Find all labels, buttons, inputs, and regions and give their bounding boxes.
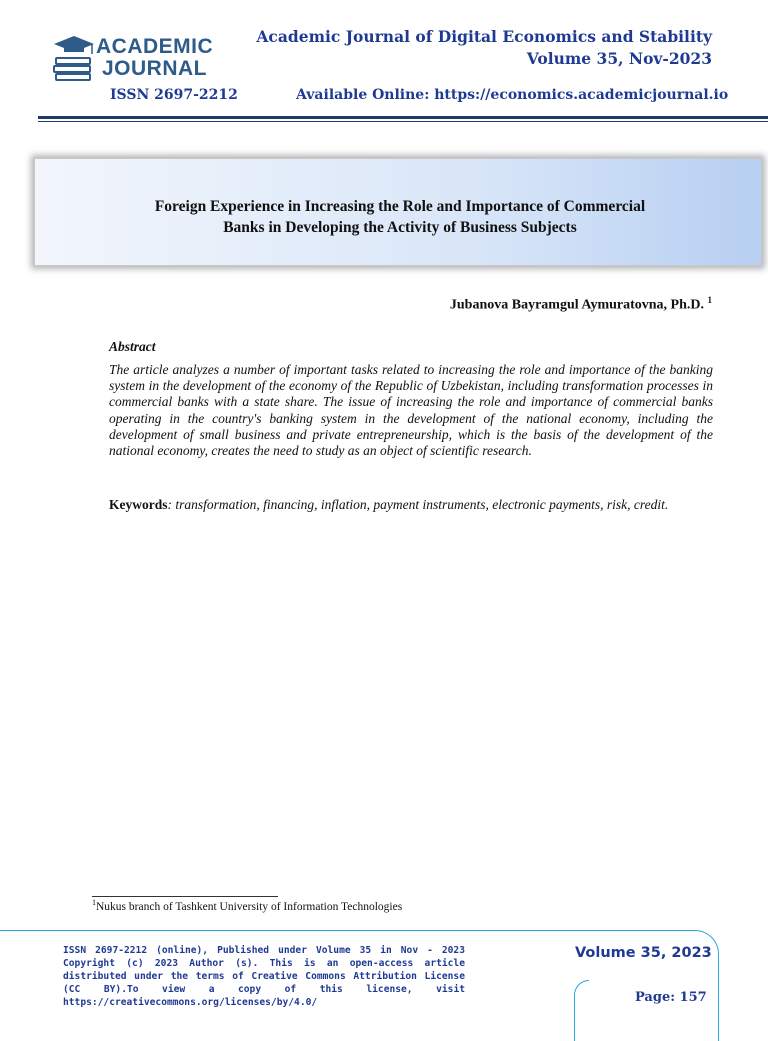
keywords-text: : transformation, financing, inflation, payment instruments, electronic payments, risk, credit.	[167, 497, 669, 512]
author-footnote-marker: 1	[707, 295, 712, 305]
available-online-link[interactable]: Available Online: https://economics.academicjournal.io	[296, 87, 729, 103]
article-title	[60, 196, 740, 238]
author	[450, 295, 712, 314]
footnote-divider	[92, 896, 278, 897]
logo-line-1: ACADEMIC	[96, 35, 214, 58]
footnote-text: Nukus branch of Tashkent University of Information Technologies	[96, 900, 403, 913]
abstract-heading: Abstract	[109, 339, 156, 354]
page-number: Page: 157	[635, 990, 707, 1005]
footnote	[92, 898, 402, 913]
footer-license-text: ISSN 2697-2212 (online), Published under Volume 35 in Nov - 2023 Copyright (c) 2023 Author (s). This is an open-access article distributed under the terms of Creative Commons Attribution License (CC BY).To view a copy of this license, visit https://creativecommons.org/licenses/by/4.0/	[63, 945, 465, 1008]
issn: ISSN 2697-2212	[110, 87, 238, 103]
article-title-line-1: Foreign Experience in Increasing the Role and Importance of Commercial	[154, 198, 646, 215]
keywords-label: Keywords	[109, 497, 168, 512]
header-divider-thin	[38, 121, 768, 122]
logo-text	[96, 36, 213, 80]
author-name: Jubanova Bayramgul Aymuratovna, Ph.D.	[449, 297, 704, 313]
logo-line-2: JOURNAL	[102, 57, 208, 80]
keywords	[109, 497, 713, 513]
footer-volume: Volume 35, 2023	[575, 945, 712, 961]
article-title-line-2: Banks in Developing the Activity of Business Subjects	[223, 219, 577, 236]
journal-volume: Volume 35, Nov-2023	[526, 49, 712, 68]
header-divider-thick	[38, 116, 768, 119]
footer-box-inner-frame	[574, 980, 589, 1041]
journal-title	[256, 26, 712, 70]
footnote-marker: 1	[92, 898, 96, 907]
journal-name: Academic Journal of Digital Economics and Stability	[256, 27, 712, 46]
footer-divider	[0, 930, 572, 931]
abstract-text: The article analyzes a number of important tasks related to increasing the role and importance of the banking system in the development of the economy of the Republic of Uzbekistan, including transformation processes in commercial banks with a state share. The issue of increasing the role and importance of commercial banks operating in the country's banking system in the development of the national economy, including the development of small business and private entrepreneurship, which is the basis of the development of the national economy, creates the need to study as an object of scientific research.	[109, 362, 713, 459]
